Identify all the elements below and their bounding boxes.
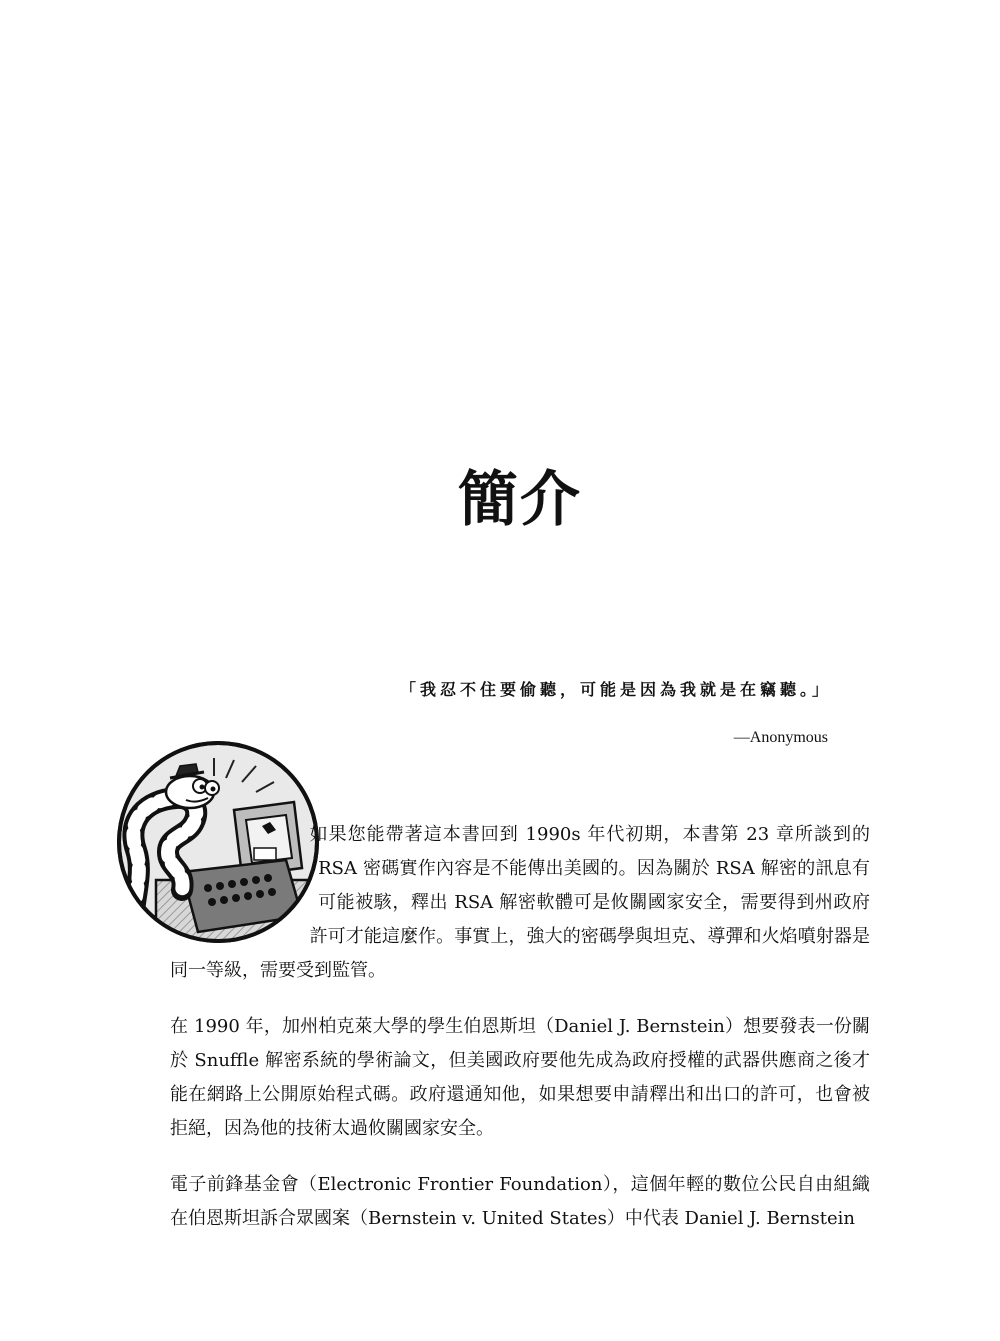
paragraph-2: 在 1990 年，加州柏克萊大學的學生伯恩斯坦（Daniel J. Bernstein）想要發表一份關於 Snuffle 解密系統的學術論文，但美國政府要他先成為政府授權的武器供應商之後才能在網路上公開原始程式碼。政府還通知他，如果想要申請釋出和出口的許可，也會被拒絕，因為他的技術太過攸關國家安全。 bbox=[170, 1016, 870, 1139]
chapter-title: 簡介 bbox=[458, 465, 582, 535]
epigraph-attribution: —Anonymous bbox=[733, 729, 828, 746]
paragraph-1-text: 如果您能帶著這本書回到 1990s 年代初期，本書第 23 章所談到的 RSA 密碼實作內容是不能傳出美國的。因為關於 RSA 解密的訊息有可能被駭，釋出 RSA 解密軟體可是攸關國家安全，需要得到州政府許可才能這麼作。事實上，強大的密碼學與坦克、導彈和火焰噴射器是同一等級，需要受到監管。 bbox=[170, 824, 870, 981]
body-text bbox=[170, 818, 870, 1258]
paragraph-3: 電子前鋒基金會（Electronic Frontier Foundation），這個年輕的數位公民自由組織在伯恩斯坦訴合眾國案（Bernstein v. United States）中代表 Daniel J. Bernstein bbox=[170, 1174, 870, 1229]
epigraph-quote: 「我忍不住要偷聽，可能是因為我就是在竊聽。」 bbox=[399, 680, 832, 699]
illustration-wrap-space bbox=[170, 818, 322, 954]
paragraph-1 bbox=[170, 818, 870, 988]
